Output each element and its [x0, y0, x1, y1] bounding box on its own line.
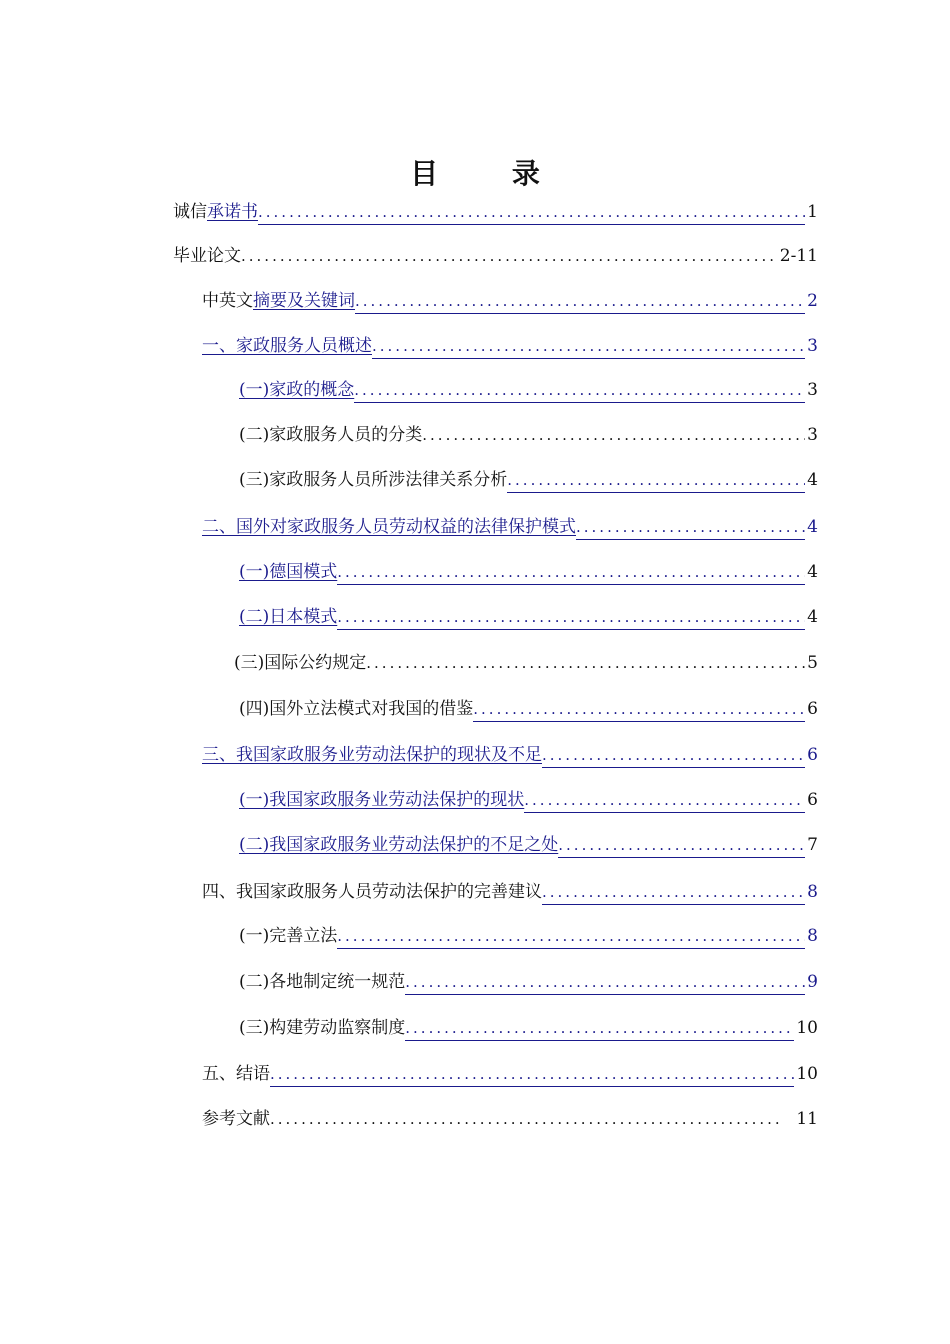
- toc-entry-section-2-4[interactable]: [239, 697, 818, 722]
- toc-entry-section-1-2[interactable]: [239, 423, 818, 447]
- toc-entry-section-2-1[interactable]: [239, 560, 818, 585]
- toc-entry-link[interactable]: 二、国外对家政服务人员劳动权益的法律保护模式: [202, 517, 576, 537]
- toc-leader-dots: [337, 560, 805, 585]
- toc-entry-label: (一)完善立法: [239, 926, 338, 946]
- toc-page-number: 4: [807, 470, 818, 490]
- toc-page-number: 3: [807, 380, 818, 400]
- toc-entry-label: (三)国际公约规定: [234, 653, 367, 673]
- toc-leader-dots: [422, 423, 805, 447]
- toc-entry-label: 毕业论文: [173, 246, 241, 266]
- toc-leader-dots: [576, 515, 805, 540]
- toc-page-number: 6: [807, 745, 818, 765]
- toc-entry-section-4-1[interactable]: [239, 924, 818, 949]
- toc-entry-label: (四)国外立法模式对我国的借鉴: [239, 699, 474, 719]
- toc-leader-dots: [241, 244, 778, 268]
- toc-entry-link[interactable]: 摘要及关键词: [253, 291, 355, 311]
- toc-entry-section-1-1[interactable]: [239, 378, 818, 403]
- toc-entry-label: 五、结语: [202, 1064, 270, 1084]
- toc-leader-dots: [524, 788, 805, 813]
- toc-leader-dots: [372, 334, 805, 359]
- toc-page-number: 9: [807, 972, 818, 992]
- toc-entry-prefix: 中英文: [202, 291, 253, 311]
- toc-entry-label: 参考文献: [202, 1109, 270, 1129]
- toc-entry-thesis[interactable]: [173, 244, 818, 268]
- toc-page-number: 2-11: [779, 246, 818, 266]
- toc-leader-dots: [355, 289, 805, 314]
- toc-entry-abstract[interactable]: [202, 289, 818, 314]
- toc-page-number: 4: [807, 517, 818, 537]
- toc-entry-label: 四、我国家政服务人员劳动法保护的完善建议: [202, 882, 542, 902]
- toc-page-number: 7: [807, 835, 818, 855]
- toc-entry-link[interactable]: (二)我国家政服务业劳动法保护的不足之处: [239, 835, 559, 855]
- toc-entry-references[interactable]: [202, 1107, 818, 1131]
- toc-entry-section-3[interactable]: [202, 743, 818, 768]
- toc-entry-link[interactable]: 一、家政服务人员概述: [202, 336, 372, 356]
- toc-page-number: 2: [807, 291, 818, 311]
- toc-entry-section-2-2[interactable]: [239, 605, 818, 630]
- toc-entry-section-4-2[interactable]: [239, 970, 818, 995]
- toc-entry-label: (三)家政服务人员所涉法律关系分析: [239, 470, 508, 490]
- toc-page-number: 4: [807, 562, 818, 582]
- toc-entry-label: (三)构建劳动监察制度: [239, 1018, 406, 1038]
- toc-leader-dots: [542, 743, 805, 768]
- toc-entry-section-3-1[interactable]: [239, 788, 818, 813]
- toc-page-number: 11: [796, 1109, 818, 1129]
- toc-entry-link[interactable]: (一)家政的概念: [239, 380, 355, 400]
- toc-leader-dots: [558, 833, 805, 858]
- toc-entry-section-1-3[interactable]: [239, 468, 818, 493]
- toc-entry-section-4[interactable]: [202, 880, 818, 905]
- toc-leader-dots: [354, 378, 805, 403]
- toc-page-number: 6: [807, 790, 818, 810]
- toc-entry-prefix: 诚信: [173, 202, 207, 222]
- toc-page-number: 6: [807, 699, 818, 719]
- toc-page-number: 8: [807, 926, 818, 946]
- toc-leader-dots: [337, 924, 805, 949]
- toc-entry-section-3-2[interactable]: [239, 833, 818, 858]
- toc-entry-link[interactable]: (二)日本模式: [239, 607, 338, 627]
- toc-page-number: 3: [807, 336, 818, 356]
- toc-page-number: 1: [807, 202, 818, 222]
- toc-entry-label: (二)各地制定统一规范: [239, 972, 406, 992]
- toc-entry-link[interactable]: (一)德国模式: [239, 562, 338, 582]
- toc-leader-dots: [507, 468, 805, 493]
- toc-page-number: 5: [807, 653, 818, 673]
- toc-leader-dots: [270, 1107, 780, 1131]
- toc-page-number: 10: [796, 1018, 818, 1038]
- toc-leader-dots: [542, 880, 805, 905]
- toc-entry-section-5[interactable]: [202, 1062, 818, 1087]
- toc-entry-link[interactable]: 三、我国家政服务业劳动法保护的现状及不足: [202, 745, 542, 765]
- toc-leader-dots: [473, 697, 805, 722]
- toc-page-number: 4: [807, 607, 818, 627]
- toc-entry-link[interactable]: 承诺书: [207, 202, 258, 222]
- toc-leader-dots: [258, 200, 805, 225]
- page-title: 目 录: [410, 157, 572, 190]
- toc-leader-dots: [270, 1062, 794, 1087]
- toc-entry-integrity-pledge[interactable]: [173, 200, 818, 225]
- toc-page-number: 8: [807, 882, 818, 902]
- toc-page-number: 10: [796, 1064, 818, 1084]
- toc-leader-dots: [337, 605, 805, 630]
- toc-entry-section-2-3[interactable]: [234, 651, 818, 675]
- toc-leader-dots: [366, 651, 805, 675]
- toc-leader-dots: [405, 970, 805, 995]
- toc-page-number: 3: [807, 425, 818, 445]
- toc-entry-label: (二)家政服务人员的分类: [239, 425, 423, 445]
- toc-leader-dots: [405, 1016, 794, 1041]
- toc-entry-section-2[interactable]: [202, 515, 818, 540]
- toc-entry-link[interactable]: (一)我国家政服务业劳动法保护的现状: [239, 790, 525, 810]
- toc-entry-section-1[interactable]: [202, 334, 818, 359]
- toc-entry-section-4-3[interactable]: [239, 1016, 818, 1041]
